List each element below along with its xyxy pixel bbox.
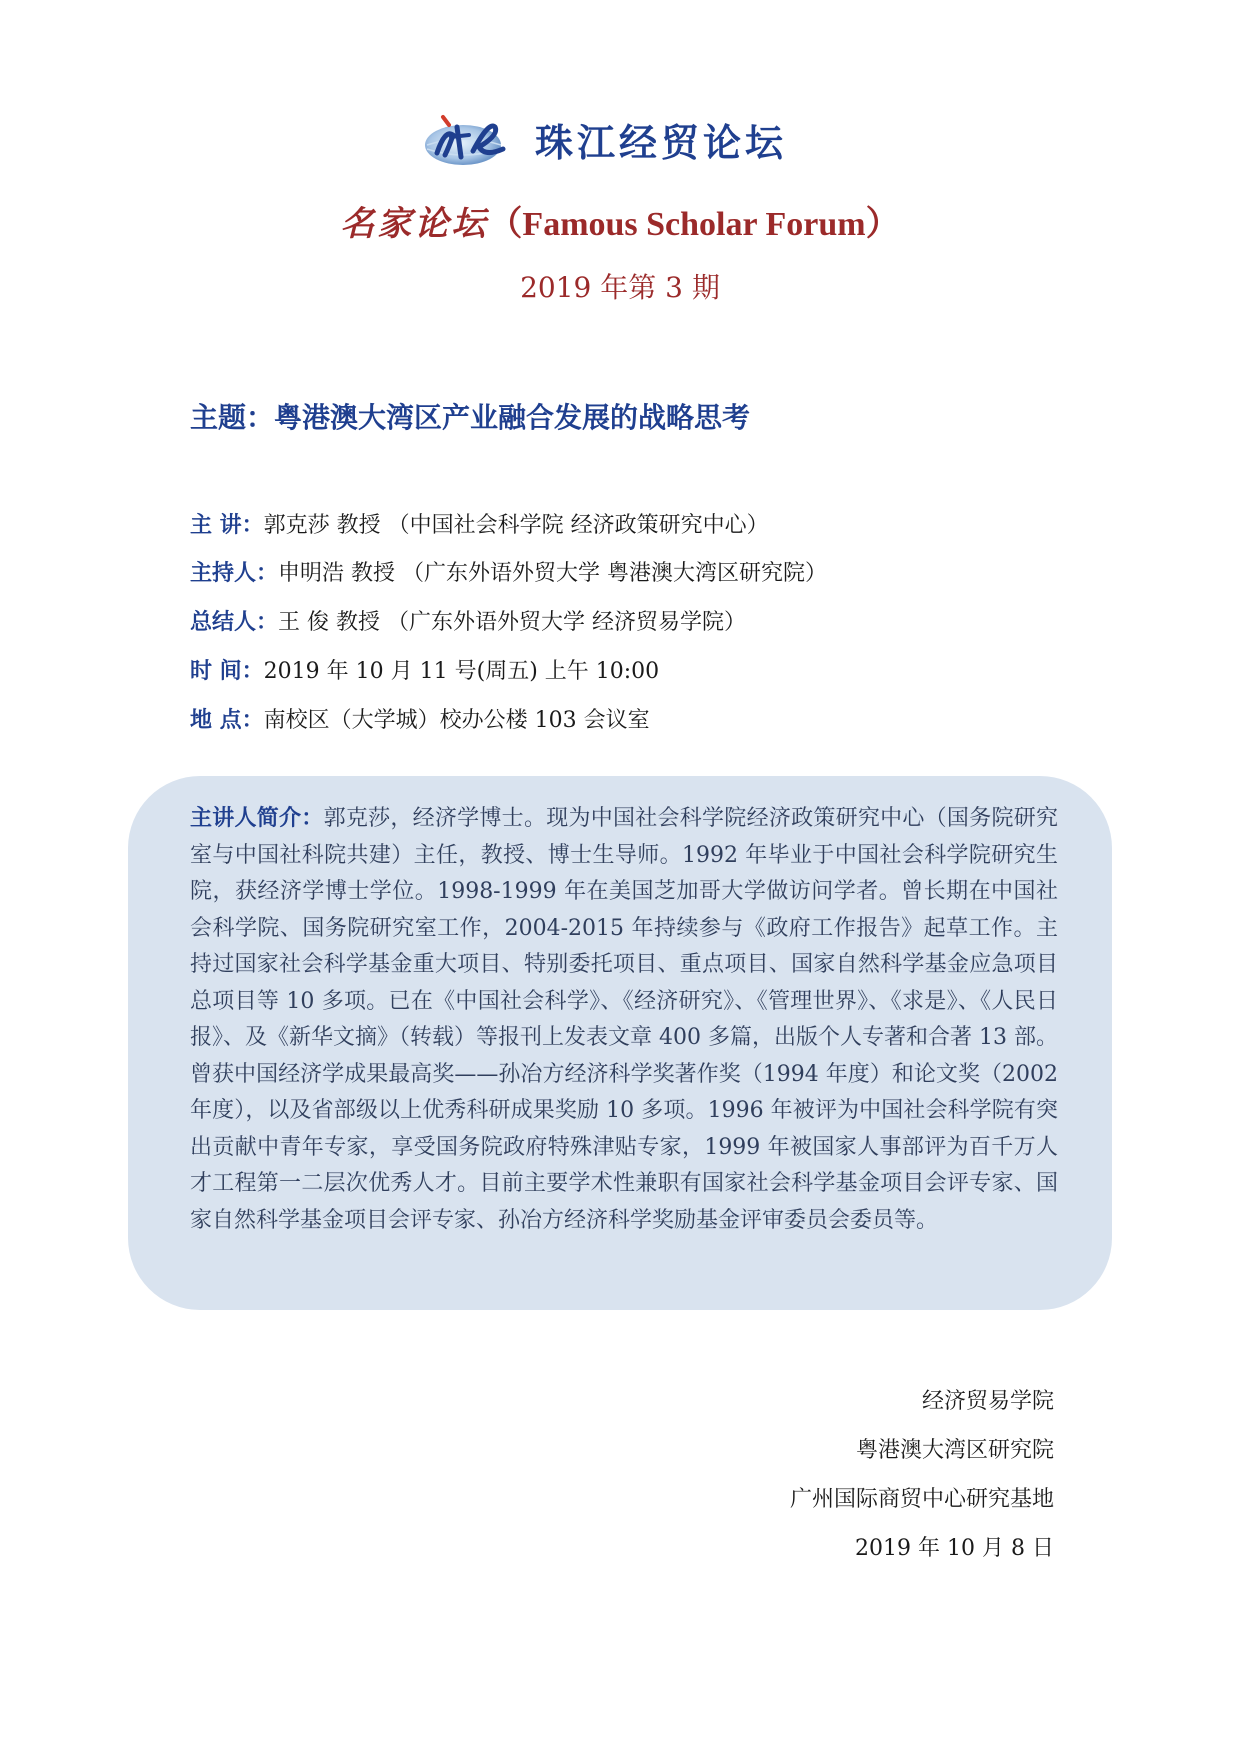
series-title-en: （Famous Scholar Forum） (488, 206, 900, 243)
info-place (190, 703, 1090, 734)
host-label: 主持人： (190, 560, 279, 586)
info-summarizer (190, 605, 1090, 636)
place-value: 南校区（大学城）校办公楼 103 会议室 (263, 708, 650, 733)
forum-header (0, 104, 1240, 174)
signoff-org-1: 经济贸易学院 (921, 1389, 1054, 1414)
forum-name: 珠江经贸论坛 (534, 120, 787, 165)
speaker-value: 郭克莎 教授 （中国社会科学院 经济政策研究中心） (263, 513, 769, 538)
issue-number: 2019 年第 3 期 (520, 271, 720, 304)
signoff-org-2: 粤港澳大湾区研究院 (855, 1438, 1054, 1463)
speaker-bio (190, 800, 1058, 1239)
time-label: 时 间： (190, 658, 264, 684)
ite-globe-logo-icon (423, 111, 513, 167)
info-speaker (190, 508, 1090, 539)
series-title (0, 196, 1240, 245)
speaker-label: 主 讲： (190, 512, 264, 538)
info-host (190, 556, 1090, 587)
summarizer-value: 王 俊 教授 （广东外语外贸大学 经济贸易学院） (278, 610, 746, 635)
summarizer-label: 总结人： (190, 609, 279, 635)
speaker-bio-box (128, 776, 1112, 1310)
topic-text: 粤港澳大湾区产业融合发展的战略思考 (274, 401, 751, 434)
series-title-cn: 名家论坛 (340, 204, 489, 244)
bio-label: 主讲人简介： (190, 805, 324, 831)
info-time (190, 654, 1090, 685)
bio-text: 郭克莎，经济学博士。现为中国社会科学院经济政策研究中心（国务院研究室与中国社科院共建）主任，教授、博士生导师。1992 年毕业于中国社会科学院研究生院，获经济学博士学位。1998-1999 年在美国芝加哥大学做访问学者。曾长期在中国社会科学院、国务院研究室工作，2004-2015 年持续参与《政府工作报告》起草工作。主持过国家社会科学基金重大项目、特别委托项目、重点项目、国家自然科学基金应急项目总项目等 10 多项。已在《中国社会科学》、《经济研究》、《管理世界》、《求是》、《人民日报》、及《新华文摘》（转载）等报刊上发表文章 400 多篇，出版个人专著和合著 13 部。曾获中国经济学成果最高奖——孙冶方经济科学奖著作奖（1994 年度）和论文奖（2002 年度），以及省部级以上优秀科研成果奖励 10 多项。1996 年被评为中国社会科学院有突出贡献中青年专家，享受国务院政府特殊津贴专家，1999 年被国家人事部评为百千万人才工程第一二层次优秀人才。目前主要学术性兼职有国家社会科学基金项目会评专家、国家自然科学基金项目会评专家、孙冶方经济科学奖励基金评审委员会委员等。 (190, 806, 1058, 1233)
topic-label: 主题： (190, 401, 275, 434)
lecture-topic (190, 396, 1090, 436)
host-value: 申明浩 教授 （广东外语外贸大学 粤港澳大湾区研究院） (278, 561, 827, 586)
signoff-org-3: 广州国际商贸中心研究基地 (789, 1487, 1054, 1512)
signoff-date: 2019 年 10 月 8 日 (855, 1536, 1054, 1561)
place-label: 地 点： (190, 707, 264, 733)
time-value: 2019 年 10 月 11 号(周五) 上午 10:00 (263, 659, 660, 684)
